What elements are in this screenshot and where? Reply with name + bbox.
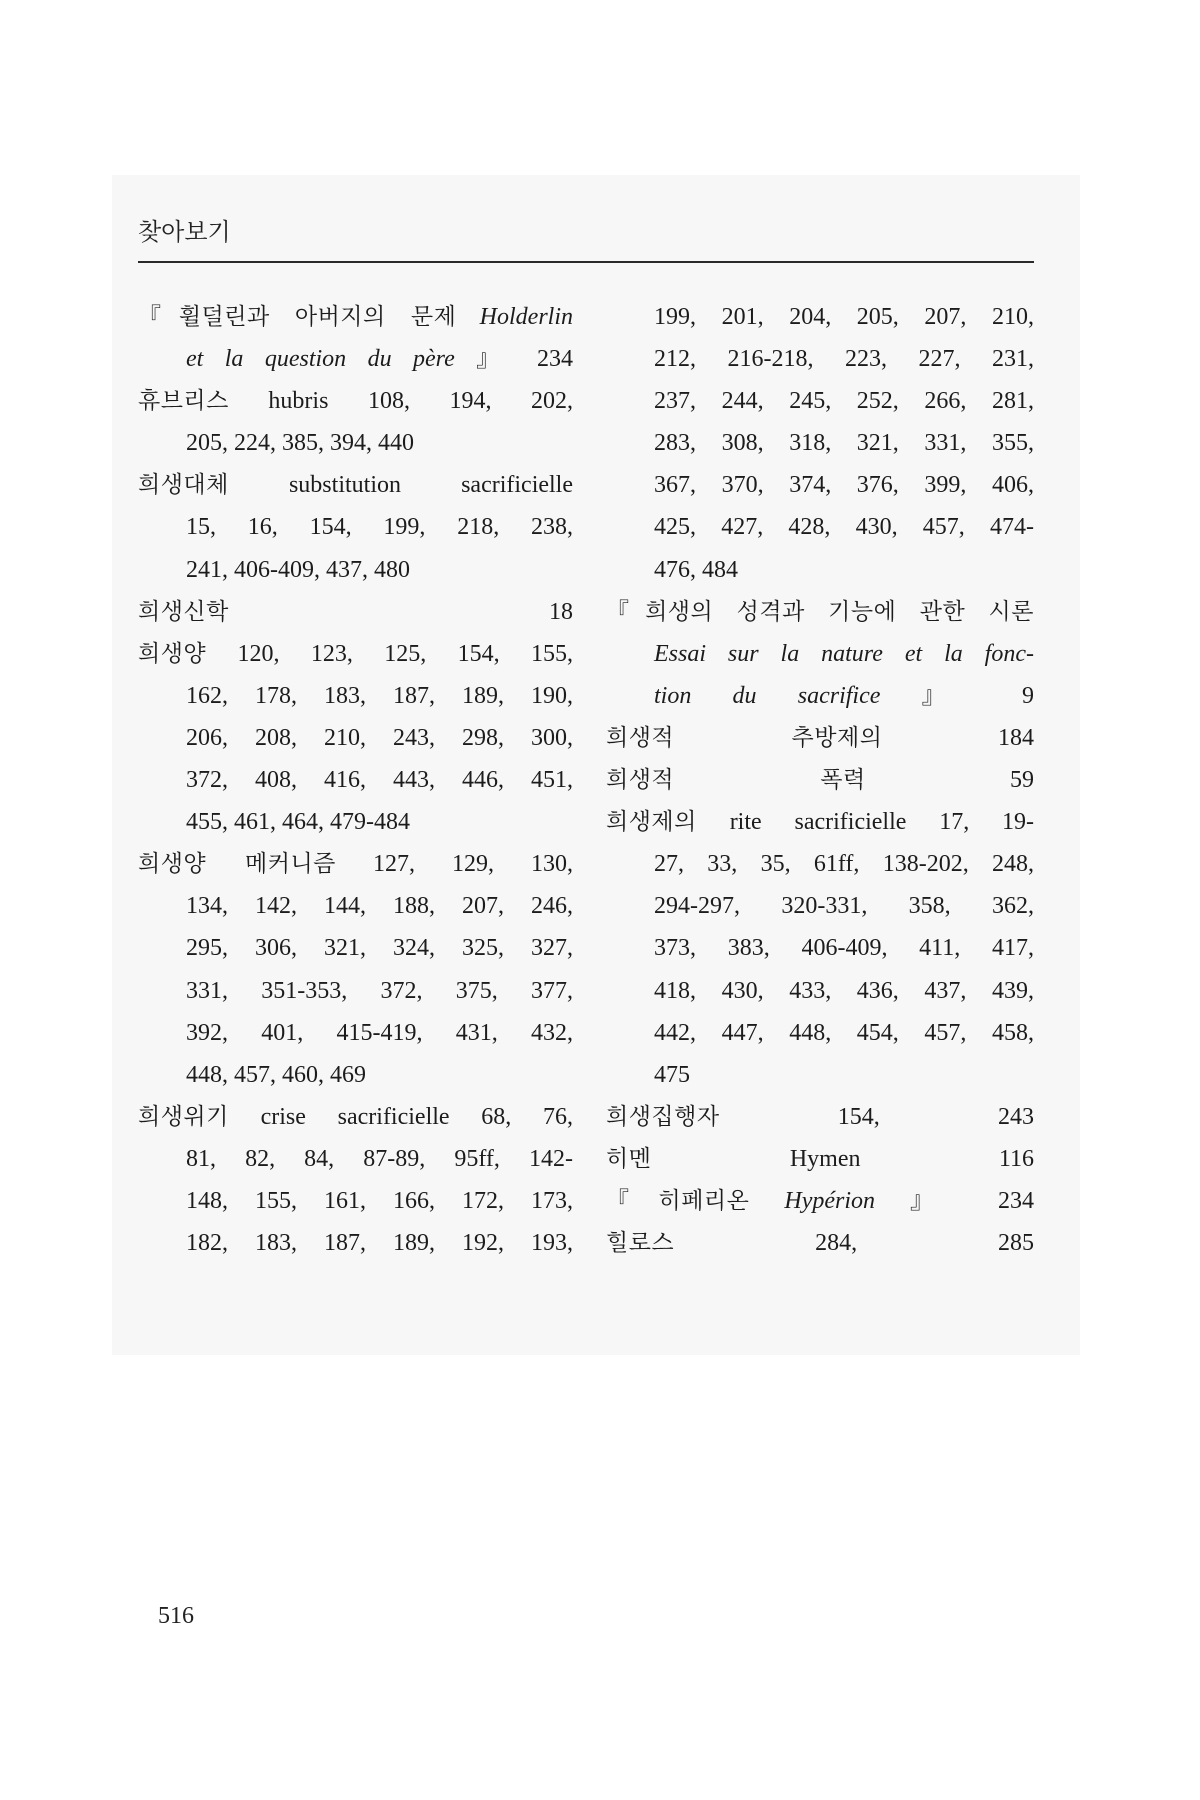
entry-text: 』 234 bbox=[910, 1187, 1035, 1214]
entry-text: substitution sacrificielle bbox=[288, 472, 573, 499]
entry-text: 134, 142, 144, 188, 207, 246, bbox=[186, 893, 573, 920]
entry-text: 442, 447, 448, 454, 457, 458, bbox=[654, 1019, 1034, 1046]
entry-text: 154, 243 bbox=[837, 1103, 1034, 1130]
entry-text: 27, 33, 35, 61ff, 138-202, 248, bbox=[654, 851, 1034, 878]
entry-title-italic: Essai sur la nature et la fonc- bbox=[654, 640, 1034, 667]
entry-text: 148, 155, 161, 166, 172, 173, bbox=[186, 1187, 573, 1214]
entry-text: 448, 457, 460, 469 bbox=[186, 1061, 366, 1088]
entry-title-italic: Hypérion bbox=[784, 1187, 876, 1214]
entry-text: 295, 306, 321, 324, 325, 327, bbox=[186, 935, 573, 962]
entry-term-korean: 희생양 bbox=[138, 640, 207, 667]
index-entry-continuation bbox=[186, 422, 573, 464]
entry-title-italic: Holderlin bbox=[479, 304, 573, 330]
entry-text: 199, 201, 204, 205, 207, 210, bbox=[654, 304, 1034, 330]
index-entry-continuation bbox=[186, 1180, 573, 1222]
entry-title-italic: tion du sacrifice bbox=[654, 682, 881, 709]
entry-text: 418, 430, 433, 436, 437, 439, bbox=[654, 977, 1034, 1004]
index-entry-continuation bbox=[186, 801, 573, 843]
entry-text: 455, 461, 464, 479-484 bbox=[186, 809, 410, 836]
index-entry-continuation bbox=[186, 885, 573, 927]
entry-term-korean: 『휠덜린과 아버지의 문제 bbox=[138, 304, 457, 330]
index-entry-continuation bbox=[186, 1138, 573, 1180]
entry-text: 59 bbox=[1010, 767, 1034, 794]
index-entry-continuation bbox=[654, 380, 1034, 422]
entry-term-korean: 휴브리스 bbox=[138, 388, 229, 415]
entry-text: 81, 82, 84, 87-89, 95ff, 142- bbox=[186, 1145, 573, 1172]
index-entry bbox=[606, 1096, 1034, 1138]
entry-term-korean: 『희생의 성격과 기능에 관한 시론 bbox=[606, 598, 1034, 625]
entry-term-korean: 희생양 메커니즘 bbox=[138, 851, 336, 878]
index-entry-continuation bbox=[654, 549, 1034, 591]
entry-text: 372, 408, 416, 443, 446, 451, bbox=[186, 767, 573, 794]
entry-term-korean: 희생집행자 bbox=[606, 1103, 720, 1130]
entry-text: 294-297, 320-331, 358, 362, bbox=[654, 893, 1034, 920]
entry-text: 475 bbox=[654, 1061, 690, 1088]
index-entry bbox=[606, 1138, 1034, 1180]
entry-text: 』 234 bbox=[476, 346, 574, 373]
index-entry-continuation bbox=[186, 927, 573, 969]
entry-term-korean: 희생신학 bbox=[138, 598, 229, 625]
entry-text: 162, 178, 183, 187, 189, 190, bbox=[186, 682, 573, 709]
index-entry bbox=[606, 801, 1034, 843]
entry-term-korean: 희생적 폭력 bbox=[606, 767, 866, 794]
entry-text: 120, 123, 125, 154, 155, bbox=[237, 640, 574, 667]
index-entry-continuation bbox=[186, 338, 573, 380]
index-entry bbox=[606, 717, 1034, 759]
index-entry-continuation bbox=[186, 1012, 573, 1054]
entry-term-korean: 힐로스 bbox=[606, 1230, 675, 1257]
index-column-right bbox=[606, 296, 1034, 1264]
entry-text: 15, 16, 154, 199, 218, 238, bbox=[186, 514, 573, 541]
index-entry bbox=[606, 1180, 1034, 1222]
entry-text: 283, 308, 318, 321, 331, 355, bbox=[654, 430, 1034, 457]
entry-text: 284, 285 bbox=[815, 1230, 1034, 1257]
index-entry-continuation bbox=[186, 549, 573, 591]
index-entry bbox=[138, 843, 573, 885]
entry-term-korean: 히멘 bbox=[606, 1145, 652, 1172]
entry-term-korean: 『히페리온 bbox=[606, 1187, 750, 1214]
index-entry-continuation bbox=[654, 675, 1034, 717]
entry-text: 241, 406-409, 437, 480 bbox=[186, 556, 410, 583]
entry-text: rite sacrificielle 17, 19- bbox=[729, 809, 1034, 836]
entry-text: hubris 108, 194, 202, bbox=[268, 388, 573, 415]
running-header: 찾아보기 bbox=[138, 218, 231, 246]
index-entry bbox=[138, 1096, 573, 1138]
index-entry bbox=[138, 380, 573, 422]
entry-term-korean: 희생위기 bbox=[138, 1103, 229, 1130]
entry-text: 』 9 bbox=[921, 682, 1034, 709]
entry-title-italic: et la question du père bbox=[186, 346, 455, 373]
index-entry-continuation bbox=[654, 422, 1034, 464]
index-entry bbox=[138, 464, 573, 506]
index-entry-continuation bbox=[654, 885, 1034, 927]
entry-text: Hymen 116 bbox=[789, 1145, 1035, 1172]
index-entry-continuation bbox=[186, 1054, 573, 1096]
entry-text: 425, 427, 428, 430, 457, 474- bbox=[654, 514, 1034, 541]
index-entry-continuation bbox=[654, 927, 1034, 969]
entry-text: 367, 370, 374, 376, 399, 406, bbox=[654, 472, 1034, 499]
entry-text: 205, 224, 385, 394, 440 bbox=[186, 430, 414, 457]
index-entry-continuation bbox=[654, 506, 1034, 548]
index-entry-continuation bbox=[186, 717, 573, 759]
index-entry bbox=[138, 591, 573, 633]
index-entry bbox=[606, 1222, 1034, 1264]
index-entry-continuation bbox=[186, 759, 573, 801]
entry-text: 476, 484 bbox=[654, 556, 738, 583]
entry-text: 212, 216-218, 223, 227, 231, bbox=[654, 346, 1034, 373]
entry-term-korean: 희생대체 bbox=[138, 472, 229, 499]
index-entry-continuation bbox=[654, 970, 1034, 1012]
entry-text: 373, 383, 406-409, 411, 417, bbox=[654, 935, 1034, 962]
entry-text: crise sacrificielle 68, 76, bbox=[260, 1103, 574, 1130]
entry-text: 127, 129, 130, bbox=[372, 851, 574, 878]
index-entry-continuation bbox=[186, 506, 573, 548]
entry-text: 182, 183, 187, 189, 192, 193, bbox=[186, 1230, 573, 1257]
entry-text: 392, 401, 415-419, 431, 432, bbox=[186, 1019, 573, 1046]
index-entry-continuation bbox=[654, 464, 1034, 506]
header-rule bbox=[138, 261, 1034, 263]
entry-text: 237, 244, 245, 252, 266, 281, bbox=[654, 388, 1034, 415]
index-entry bbox=[606, 591, 1034, 633]
index-entry-continuation bbox=[654, 633, 1034, 675]
entry-text: 206, 208, 210, 243, 298, 300, bbox=[186, 724, 573, 751]
index-entry-continuation bbox=[654, 1054, 1034, 1096]
index-entry-continuation bbox=[654, 338, 1034, 380]
entry-term-korean: 희생적 추방제의 bbox=[606, 724, 883, 751]
index-entry-continuation bbox=[186, 675, 573, 717]
index-entry-continuation bbox=[186, 970, 573, 1012]
index-entry-continuation bbox=[654, 296, 1034, 338]
index-entry bbox=[138, 633, 573, 675]
index-entry-continuation bbox=[654, 1012, 1034, 1054]
entry-term-korean: 희생제의 bbox=[606, 809, 697, 836]
entry-text: 184 bbox=[998, 724, 1034, 751]
index-column-left bbox=[138, 296, 573, 1264]
index-entry-continuation bbox=[186, 1222, 573, 1264]
index-entry-continuation bbox=[654, 843, 1034, 885]
index-entry bbox=[606, 759, 1034, 801]
entry-text: 331, 351-353, 372, 375, 377, bbox=[186, 977, 573, 1004]
index-entry bbox=[138, 296, 573, 338]
page-number: 516 bbox=[158, 1603, 194, 1629]
entry-text: 18 bbox=[549, 598, 573, 625]
